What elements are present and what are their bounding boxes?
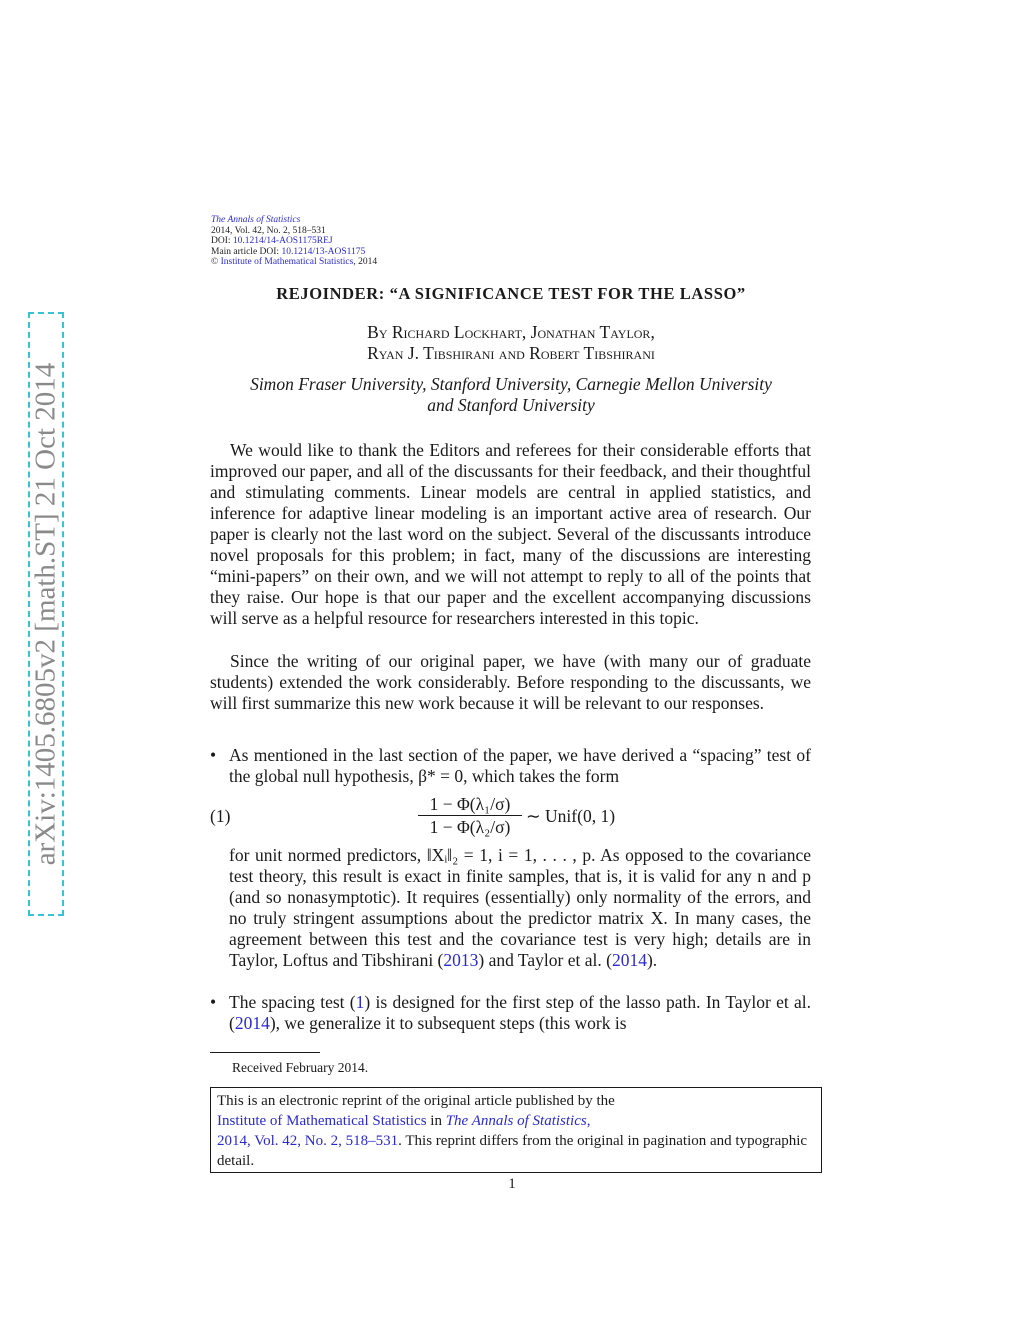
footnote: Received February 2014. (232, 1060, 369, 1075)
reprint-volume-link[interactable]: 2014, Vol. 42, No. 2, 518–531 (217, 1133, 399, 1149)
copyright-year: , 2014 (353, 257, 378, 267)
volume-line: 2014, Vol. 42, No. 2, 518–531 (211, 225, 326, 236)
authors-line-2: Ryan J. Tibshirani and Robert Tibshirani (367, 343, 655, 363)
reprint-notice-box (210, 1087, 822, 1173)
reprint-line-2 (217, 1111, 815, 1131)
bullet-1-intro: As mentioned in the last section of the paper, we have derived a “spacing” test of the global null hypothesis, β* = 0, which takes the form (229, 745, 811, 786)
page-number: 1 (508, 1176, 516, 1192)
paper-title: REJOINDER: “A SIGNIFICANCE TEST FOR THE LASSO” (276, 284, 746, 303)
authors-line-1: By Richard Lockhart, Jonathan Taylor, (367, 322, 655, 342)
bullet-1-text-a: for unit normed predictors, ‖Xᵢ‖₂ = 1, i = 1, . . . , p. As opposed to the covariance test theory, this result is exact in finite samples, that is, it is valid for any n and p (and so nonasymptotic). It requires (essentially) only normality of the errors, and no truly stringent assumptions about the predictor matrix X. In many cases, the agreement between this test and the covariance test is very high; details are in Taylor, Loftus and Tibshirani ( (229, 845, 811, 970)
arxiv-stamp-text: arXiv:1405.6805v2 [math.ST] 21 Oct 2014 (29, 362, 62, 866)
affiliation-line-1: Simon Fraser University, Stanford University, Carnegie Mellon University (250, 374, 772, 394)
bullet-1-text-c: ). (646, 950, 658, 970)
equation-numerator: 1 − Φ(λ₁/σ) (429, 794, 511, 814)
doi-label: DOI: (211, 236, 233, 246)
fraction-bar (418, 815, 522, 816)
equation-ref-link[interactable]: 1 (355, 992, 365, 1012)
reprint-rest: . This reprint differs from the original in pagination and typographic detail. (217, 1133, 808, 1169)
reprint-line-3 (217, 1131, 815, 1171)
bullet-2-text (229, 992, 811, 1034)
arxiv-stamp (28, 312, 64, 916)
affiliations (210, 374, 812, 416)
reprint-institute-link[interactable]: Institute of Mathematical Statistics (217, 1113, 427, 1129)
citation-link-2014[interactable]: 2014 (234, 1013, 270, 1033)
body-paragraph-2 (210, 651, 811, 714)
bullet-item-2 (210, 992, 811, 1034)
citation-link-2013[interactable]: 2013 (443, 950, 479, 970)
bullet-2-text-c: ), we generalize it to subsequent steps (this work is (269, 1013, 627, 1033)
authors (210, 322, 812, 364)
paragraph-1-text: We would like to thank the Editors and referees for their considerable efforts that improved our paper, and all of the discussants for their feedback, and their thoughtful and stimulating comments. Linear models are central in applied statistics, and inference for adaptive linear modeling is an important active area of research. Our paper is clearly not the last word on the subject. Several of the discussants introduce novel proposals for this problem; in fact, many of the discussions are interesting “mini-papers” on their own, and we will not attempt to reply to all of the points that they raise. Our hope is that our paper and the excellent accompanying discussions will serve as a helpful resource for researchers interested in this topic. (210, 440, 811, 628)
bullet-dot: • (210, 992, 217, 1012)
bullet-1-continuation (229, 845, 811, 971)
journal-header (211, 215, 377, 268)
reprint-comma: , (586, 1113, 591, 1129)
bullet-dot: • (210, 745, 217, 765)
doi-link[interactable]: 10.1214/14-AOS1175REJ (232, 236, 333, 246)
body-paragraph-1 (210, 440, 811, 629)
reprint-journal-link[interactable]: The Annals of Statistics (445, 1113, 587, 1129)
doi-line (211, 236, 377, 247)
equation-rhs: ∼ Unif(0, 1) (526, 806, 616, 826)
reprint-line-1: This is an electronic reprint of the original article published by the (217, 1093, 615, 1109)
main-doi-link[interactable]: 10.1214/13-AOS1175 (281, 246, 366, 257)
institute-link[interactable]: Institute of Mathematical Statistics (220, 257, 354, 267)
main-doi-label: Main article DOI: (211, 246, 282, 257)
copyright-symbol: © (211, 257, 219, 267)
bullet-2-text-a: The spacing test ( (229, 992, 356, 1012)
paragraph-2-text: Since the writing of our original paper, we have (with many our of graduate students) extended the work considerably. Before responding to the discussants, we will first summarize this new work because it will be relevant to our responses. (210, 651, 811, 713)
equation-number: (1) (210, 806, 231, 826)
bullet-2-text-b: ) is designed for the first step of the lasso path. In Taylor et al. ( (229, 992, 811, 1033)
equation-fraction (418, 794, 522, 837)
bullet-1-text-b: ) and Taylor et al. ( (478, 950, 612, 970)
citation-link-2014[interactable]: 2014 (611, 950, 647, 970)
affiliation-line-2: and Stanford University (427, 395, 595, 415)
copyright-line (211, 257, 377, 268)
footnote-rule (210, 1052, 320, 1053)
main-doi-line (211, 247, 377, 258)
reprint-in: in (426, 1113, 446, 1129)
bullet-item-1 (210, 745, 811, 787)
equation-denominator: 1 − Φ(λ₂/σ) (429, 817, 511, 837)
journal-link[interactable]: The Annals of Statistics (211, 215, 301, 225)
